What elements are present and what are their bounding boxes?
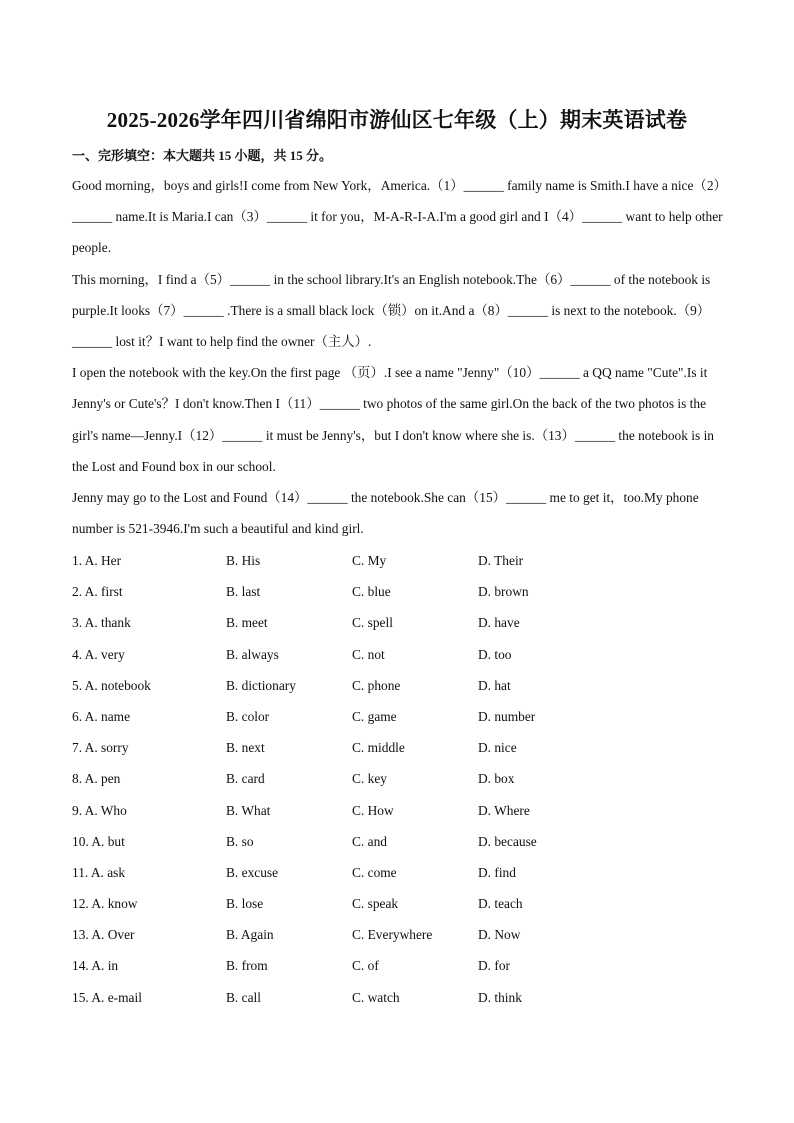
question-options-row (72, 919, 724, 950)
page-title: 2025-2026学年四川省绵阳市游仙区七年级（上）期末英语试卷 (106, 108, 688, 132)
question-options-row (72, 795, 724, 826)
option-b: B. next (226, 740, 265, 756)
option-c: C. Everywhere (352, 927, 433, 943)
question-options-row (72, 545, 724, 576)
option-c: C. speak (352, 896, 399, 912)
option-a: 13. A. Over (72, 927, 135, 943)
option-a: 3. A. thank (72, 615, 131, 631)
option-d: D. Where (478, 802, 530, 818)
question-options-row (72, 639, 724, 670)
option-b: B. color (226, 708, 270, 724)
option-d: D. number (478, 708, 536, 724)
cloze-passage (72, 170, 724, 544)
option-c: C. of (352, 958, 379, 974)
option-b: B. last (226, 584, 261, 600)
question-options-row (72, 670, 724, 701)
option-c: C. middle (352, 740, 405, 756)
option-d: D. nice (478, 740, 517, 756)
option-d: D. Now (478, 927, 521, 943)
option-a: 12. A. know (72, 896, 138, 912)
option-b: B. always (226, 646, 279, 662)
option-d: D. think (478, 989, 522, 1005)
question-options-row (72, 888, 724, 919)
option-d: D. Their (478, 553, 524, 568)
option-c: C. phone (352, 677, 401, 693)
option-b: B. lose (226, 896, 264, 912)
question-options-row (72, 857, 724, 888)
passage-paragraph: This morning，I find a（5）______ in the school library.It's an English notebook.The（6）______ of the notebook is purple.It looks（7）______ .There is a small black lock（锁）on it.And a（8）______ is next to the notebook.（9）______ lost it？I want to help find the owner（主人）. (72, 271, 711, 350)
option-b: B. His (226, 553, 261, 568)
option-a: 2. A. first (72, 584, 123, 600)
option-c: C. watch (352, 989, 400, 1005)
question-options-row (72, 950, 724, 981)
option-a: 1. A. Her (72, 553, 122, 568)
option-d: D. for (478, 958, 510, 974)
option-a: 5. A. notebook (72, 677, 151, 693)
question-options-row (72, 763, 724, 794)
option-c: C. My (352, 553, 387, 568)
question-options-row (72, 607, 724, 638)
option-b: B. What (226, 802, 271, 818)
option-d: D. have (478, 615, 520, 631)
option-b: B. excuse (226, 864, 279, 880)
section-heading: 一、完形填空：本大题共 15 小题，共 15 分。 (72, 148, 333, 163)
option-b: B. call (226, 989, 261, 1005)
option-a: 4. A. very (72, 646, 125, 662)
option-a: 14. A. in (72, 958, 119, 974)
answer-options (72, 545, 724, 1013)
question-options-row (72, 732, 724, 763)
option-b: B. meet (226, 615, 268, 631)
question-options-row (72, 982, 724, 1013)
option-a: 11. A. ask (72, 864, 126, 880)
option-a: 7. A. sorry (72, 740, 129, 756)
option-b: B. from (226, 958, 268, 974)
question-options-row (72, 576, 724, 607)
question-options-row (72, 701, 724, 732)
option-c: C. blue (352, 584, 391, 600)
option-a: 10. A. but (72, 833, 125, 849)
option-d: D. teach (478, 896, 523, 912)
option-c: C. game (352, 708, 397, 724)
option-a: 15. A. e-mail (72, 989, 142, 1005)
passage-paragraph: I open the notebook with the key.On the first page （页）.I see a name "Jenny"（10）______ a QQ name "Cute".Is it Jenny's or Cute's？I don't know.Then I（11）______ two photos of the same girl.On the back of the two photos is the girl's name—Jenny.I（12）______ it must be Jenny's，but I don't know where she is.（13）______ the notebook is in the Lost and Found box in our school. (72, 365, 714, 474)
option-c: C. not (352, 646, 385, 662)
question-options-row (72, 826, 724, 857)
option-d: D. hat (478, 677, 511, 693)
option-a: 9. A. Who (72, 802, 127, 818)
option-c: C. come (352, 864, 397, 880)
option-d: D. brown (478, 584, 529, 600)
passage-paragraph: Jenny may go to the Lost and Found（14）______ the notebook.She can（15）______ me to get it，too.My phone number is 521-3946.I'm such a beautiful and kind girl. (72, 490, 699, 537)
option-c: C. How (352, 802, 394, 818)
passage-paragraph: Good morning，boys and girls!I come from New York，America.（1）______ family name is Smith.I have a nice（2）______ name.It is Maria.I can（3）______ it for you，M-A-R-I-A.I'm a good girl and I（4）______ want to help other people. (72, 178, 723, 256)
option-b: B. dictionary (226, 677, 296, 693)
option-d: D. too (478, 646, 512, 662)
option-c: C. and (352, 833, 387, 849)
option-d: D. find (478, 864, 516, 880)
option-c: C. spell (352, 615, 393, 631)
option-b: B. card (226, 771, 265, 787)
option-c: C. key (352, 771, 387, 787)
option-b: B. Again (226, 927, 274, 943)
option-b: B. so (226, 833, 254, 849)
option-d: D. because (478, 833, 537, 849)
option-a: 8. A. pen (72, 771, 121, 787)
option-a: 6. A. name (72, 708, 131, 724)
option-d: D. box (478, 771, 515, 787)
